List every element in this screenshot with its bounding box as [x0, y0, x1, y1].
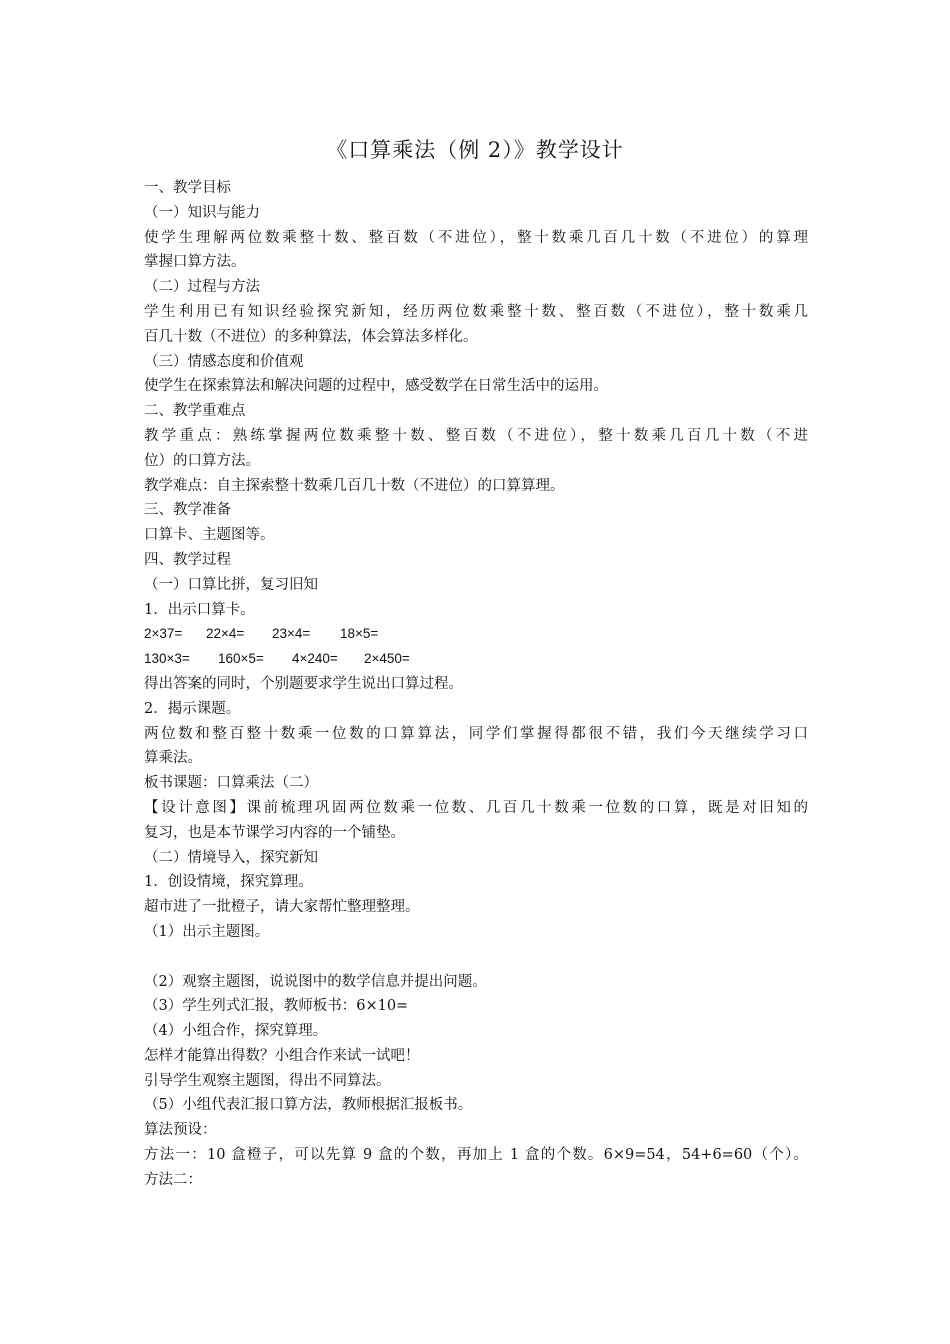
paragraph-line: 方法二： — [144, 1171, 202, 1188]
document-title: 《口算乘法（例 2）》教学设计 — [326, 138, 624, 162]
paragraph-line: 教学重点：熟练掌握两位数乘整十数、整百数（不进位），整十数乘几百几十数（不进 — [144, 427, 808, 444]
paragraph-line: 二、教学重难点 — [144, 403, 246, 420]
exercise-item: 2×37= — [144, 626, 183, 642]
exercise-item: 23×4= — [272, 626, 311, 642]
paragraph-line: 得出答案的同时，个别题要求学生说出口算过程。 — [144, 675, 463, 692]
paragraph-line: 百几十数（不进位）的多种算法，体会算法多样化。 — [144, 328, 478, 345]
blank-line — [144, 945, 808, 970]
paragraph-line: 使学生在探索算法和解决问题的过程中，感受数学在日常生活中的运用。 — [144, 378, 608, 395]
paragraph-line: 超市进了一批橙子，请大家帮忙整理整理。 — [144, 899, 420, 916]
paragraph-line: 板书课题：口算乘法（二） — [144, 775, 318, 792]
paragraph-line: （一）口算比拼，复习旧知 — [144, 576, 318, 593]
paragraph-line: （二）过程与方法 — [144, 279, 260, 296]
paragraph-line: （3）学生列式汇报，教师板书：6×10= — [144, 998, 409, 1015]
paragraph-line: 方法一：10 盒橙子，可以先算 9 盒的个数，再加上 1 盒的个数。6×9=54，54+6=60（个）。 — [144, 1147, 808, 1164]
paragraph-line: 教学难点：自主探索整十数乘几百几十数（不进位）的口算算理。 — [144, 477, 565, 494]
document-body — [144, 176, 808, 1193]
paragraph-line: 怎样才能算出得数？小组合作来试一试吧！ — [144, 1047, 420, 1064]
paragraph-line: （4）小组合作，探究算理。 — [144, 1023, 328, 1040]
paragraph-line: 学生利用已有知识经验探究新知，经历两位数乘整十数、整百数（不进位），整十数乘几 — [144, 303, 808, 320]
exercise-item: 2×450= — [364, 651, 410, 667]
paragraph-line: （2）观察主题图，说说图中的数学信息并提出问题。 — [144, 973, 487, 990]
exercise-row — [144, 622, 808, 647]
paragraph-line: （1）出示主题图。 — [144, 923, 270, 940]
exercise-item: 22×4= — [206, 626, 245, 642]
paragraph-line: （5）小组代表汇报口算方法，教师根据汇报板书。 — [144, 1097, 473, 1114]
exercise-item: 160×5= — [218, 651, 264, 667]
paragraph-line: 1．创设情境，探究算理。 — [144, 874, 313, 891]
paragraph-line: 算法预设： — [144, 1122, 217, 1139]
exercise-item: 130×3= — [144, 651, 190, 667]
paragraph-line: 两位数和整百整十数乘一位数的口算算法，同学们掌握得都很不错，我们今天继续学习口 — [144, 725, 808, 742]
exercise-item: 18×5= — [340, 626, 379, 642]
paragraph-line: 算乘法。 — [144, 750, 202, 767]
paragraph-line: 【设计意图】课前梳理巩固两位数乘一位数、几百几十数乘一位数的口算，既是对旧知的 — [144, 799, 808, 816]
paragraph-line: 位）的口算方法。 — [144, 452, 260, 469]
paragraph-line: 1．出示口算卡。 — [144, 601, 255, 618]
paragraph-line: 四、教学过程 — [144, 551, 231, 568]
paragraph-line: 使学生理解两位数乘整十数、整百数（不进位），整十数乘几百几十数（不进位）的算理 — [144, 229, 808, 246]
paragraph-line: （三）情感态度和价值观 — [144, 353, 304, 370]
exercise-item: 4×240= — [292, 651, 338, 667]
paragraph-line: （一）知识与能力 — [144, 204, 260, 221]
paragraph-line: （二）情境导入，探究新知 — [144, 849, 318, 866]
exercise-row — [144, 647, 808, 672]
paragraph-line: 掌握口算方法。 — [144, 254, 246, 271]
paragraph-line: 引导学生观察主题图，得出不同算法。 — [144, 1072, 391, 1089]
paragraph-line: 复习，也是本节课学习内容的一个铺垫。 — [144, 824, 405, 841]
paragraph-line: 口算卡、主题图等。 — [144, 527, 275, 544]
paragraph-line: 一、教学目标 — [144, 180, 231, 196]
paragraph-line: 三、教学准备 — [144, 502, 231, 519]
paragraph-line: 2．揭示课题。 — [144, 700, 241, 717]
